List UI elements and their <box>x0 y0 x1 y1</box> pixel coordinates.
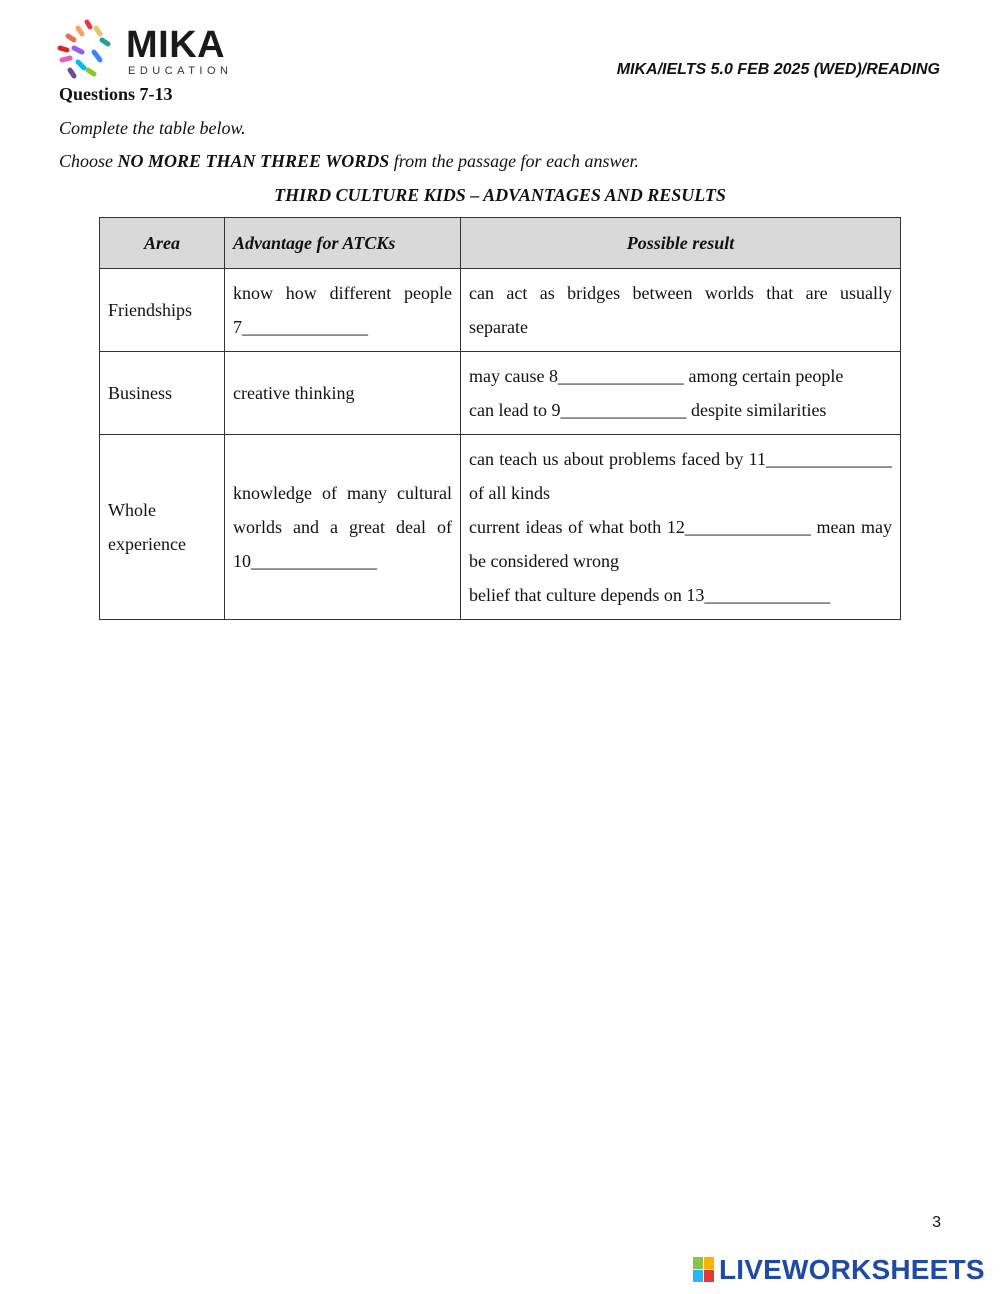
area-cell: Whole experience <box>100 435 225 620</box>
instruction-line-2 <box>59 151 639 172</box>
answer-table <box>99 217 901 620</box>
advantage-cell: knowledge of many cultural worlds and a great deal of 10______________ <box>225 435 461 620</box>
mika-logo <box>52 18 232 80</box>
logo-wordmark: MIKA <box>126 24 226 66</box>
header-advantage: Advantage for ATCKs <box>225 218 461 269</box>
table-title: THIRD CULTURE KIDS – ADVANTAGES AND RESULTS <box>274 185 726 205</box>
table-row <box>100 269 901 352</box>
liveworksheets-wordmark: LIVEWORKSHEETS <box>719 1254 985 1285</box>
table-header-row <box>100 218 901 269</box>
result-line: may cause 8______________ among certain people <box>469 366 844 386</box>
header-result: Possible result <box>461 218 901 269</box>
table-row <box>100 352 901 435</box>
advantage-cell: creative thinking <box>225 352 461 435</box>
page-number: 3 <box>932 1214 941 1231</box>
result-line: can act as bridges between worlds that are usually separate <box>469 283 892 337</box>
result-line: current ideas of what both 12______________ mean may be considered wrong <box>469 517 892 571</box>
instruction-prefix: Choose <box>59 151 118 171</box>
result-line: can teach us about problems faced by 11______________ of all kinds <box>469 449 892 503</box>
advantage-cell: know how different people 7______________ <box>225 269 461 352</box>
result-line: belief that culture depends on 13______________ <box>469 585 831 605</box>
questions-heading: Questions 7-13 <box>59 84 173 104</box>
result-cell <box>461 435 901 620</box>
instruction-suffix: from the passage for each answer. <box>389 151 640 171</box>
area-cell: Business <box>100 352 225 435</box>
result-cell <box>461 352 901 435</box>
instruction-line-1: Complete the table below. <box>59 118 246 138</box>
instruction-word-limit: NO MORE THAN THREE WORDS <box>117 151 390 171</box>
liveworksheets-logo-icon <box>693 1257 715 1283</box>
mika-logo-mark-icon <box>52 18 122 80</box>
table-row <box>100 435 901 620</box>
result-cell <box>461 269 901 352</box>
document-code: MIKA/IELTS 5.0 FEB 2025 (WED)/READING <box>616 61 940 78</box>
area-cell: Friendships <box>100 269 225 352</box>
result-line: can lead to 9______________ despite similarities <box>469 400 827 420</box>
header-area: Area <box>100 218 225 269</box>
logo-subtitle: EDUCATION <box>128 65 233 77</box>
liveworksheets-brand <box>693 1253 993 1287</box>
